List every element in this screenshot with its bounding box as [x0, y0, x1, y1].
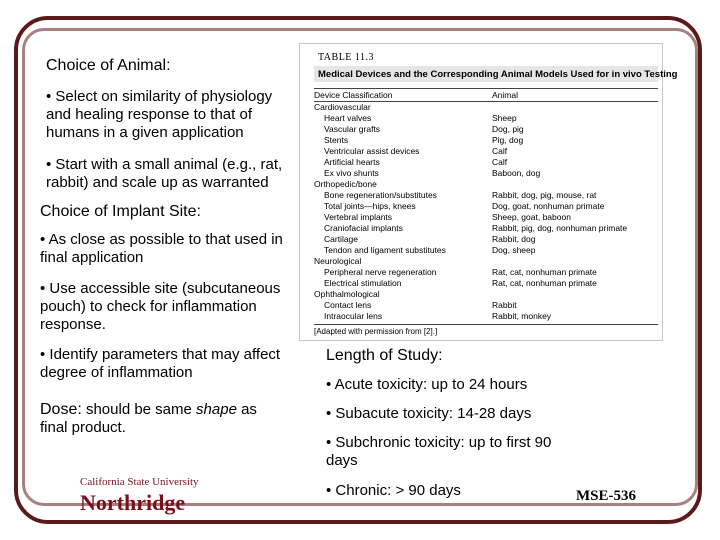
table-row — [314, 267, 658, 278]
table-body — [314, 102, 658, 322]
dose-text-emphasis: shape — [196, 401, 237, 418]
bullet-line: • Use accessible site (subcutaneous — [40, 280, 281, 297]
table-row — [314, 113, 658, 124]
dose-text: as — [236, 401, 257, 418]
table-row — [314, 124, 658, 135]
table-cell-device: Vertebral implants — [324, 212, 393, 222]
table-cell-animal: Sheep — [492, 113, 517, 123]
site-bullet-close — [40, 231, 283, 267]
dose-text: should be same — [81, 401, 197, 418]
table-cell-animal: Rabbit, monkey — [492, 311, 552, 321]
course-code: MSE-536 — [576, 488, 636, 504]
study-line: • Subchronic toxicity: up to first 90 — [326, 434, 552, 451]
bullet-line: rabbit) and scale up as warranted — [46, 174, 269, 191]
table-cell-device: Total joints—hips, knees — [324, 201, 416, 211]
table-cell-animal: Rat, cat, nonhuman primate — [492, 267, 597, 277]
table-row — [314, 245, 658, 256]
table-cell-device: Contact lens — [324, 300, 372, 310]
table-cell-device: Peripheral nerve regeneration — [324, 267, 437, 277]
dose-paragraph — [40, 400, 257, 437]
table-cell-animal: Rabbit, dog — [492, 234, 536, 244]
study-item-subchronic — [326, 434, 551, 470]
study-item-chronic: • Chronic: > 90 days — [326, 482, 461, 499]
study-item-acute: • Acute toxicity: up to 24 hours — [326, 376, 528, 393]
table-row — [314, 135, 658, 146]
table-cell-device: Ventricular assist devices — [324, 146, 420, 156]
bullet-line: • As close as possible to that used in — [40, 231, 283, 248]
bullet-line: • Select on similarity of physiology — [46, 88, 273, 105]
table-row — [314, 102, 658, 113]
table-number: TABLE 11.3 — [318, 52, 375, 63]
bullet-line: humans in a given application — [46, 124, 244, 141]
table-cell-device: Orthopedic/bone — [314, 179, 377, 189]
table-cell-device: Cardiovascular — [314, 102, 371, 112]
animal-bullet-similarity — [46, 88, 272, 142]
column-header-animal: Animal — [492, 90, 518, 100]
choice-of-implant-site-heading: Choice of Implant Site: — [40, 203, 201, 220]
table-cell-animal: Dog, goat, nonhuman primate — [492, 201, 605, 211]
table-row — [314, 179, 658, 190]
table-cell-animal: Sheep, goat, baboon — [492, 212, 571, 222]
choice-of-animal-heading — [46, 56, 171, 75]
bullet-line: response. — [40, 316, 106, 333]
table-cell-animal: Rabbit, pig, dog, nonhuman primate — [492, 223, 628, 233]
table-cell-animal: Rabbit — [492, 300, 517, 310]
table-cell-device: Tendon and ligament substitutes — [324, 245, 446, 255]
bullet-line: pouch) to check for inflammation — [40, 298, 257, 315]
table-row — [314, 212, 658, 223]
site-bullet-parameters — [40, 346, 280, 382]
length-of-study-heading: Length of Study: — [326, 347, 443, 364]
logo-university-text: California State University — [80, 476, 199, 488]
table-row — [314, 311, 658, 322]
table-row — [314, 289, 658, 300]
table-cell-device: Ophthalmological — [314, 289, 380, 299]
logo-campus-text: Northridge — [80, 490, 186, 515]
table-row — [314, 168, 658, 179]
table-header — [314, 88, 658, 102]
table-cell-device: Electrical stimulation — [324, 278, 402, 288]
table-cell-device: Neurological — [314, 256, 362, 266]
table-cell-device: Ex vivo shunts — [324, 168, 379, 178]
table-row — [314, 300, 658, 311]
table-cell-animal: Calf — [492, 146, 508, 156]
site-bullet-accessible — [40, 280, 280, 334]
table-footnote: [Adapted with permission from [2].] — [314, 324, 658, 336]
table-row — [314, 278, 658, 289]
table-caption: Medical Devices and the Corresponding Animal Models Used for in vivo Testing — [318, 69, 678, 80]
animal-models-table — [300, 44, 678, 340]
table-row — [314, 234, 658, 245]
choice-of-animal-label: Choice of Animal — [46, 57, 167, 74]
bullet-line: degree of inflammation — [40, 364, 193, 381]
dose-line: final product. — [40, 419, 126, 436]
bullet-line: and healing response to that of — [46, 106, 252, 123]
table-cell-animal: Pig, dog — [492, 135, 524, 145]
table-row — [314, 157, 658, 168]
animal-bullet-small-animal — [46, 156, 282, 192]
table-cell-animal: Calf — [492, 157, 508, 167]
table-cell-animal: Baboon, dog — [492, 168, 541, 178]
table-cell-device: Vascular grafts — [324, 124, 381, 134]
table-cell-animal: Rabbit, dog, pig, mouse, rat — [492, 190, 597, 200]
choice-of-animal-colon: : — [166, 57, 171, 74]
table-cell-device: Craniofacial implants — [324, 223, 403, 233]
table-cell-device: Cartilage — [324, 234, 359, 244]
table-row — [314, 223, 658, 234]
column-header-device: Device Classification — [314, 90, 393, 100]
table-cell-device: Stents — [324, 135, 349, 145]
table-row — [314, 201, 658, 212]
table-cell-device: Artificial hearts — [324, 157, 380, 167]
table-row — [314, 146, 658, 157]
bullet-line: • Identify parameters that may affect — [40, 346, 281, 363]
table-row — [314, 256, 658, 267]
study-line: days — [326, 452, 358, 469]
dose-label: Dose: — [40, 401, 82, 418]
table-cell-device: Intraocular lens — [324, 311, 383, 321]
table-cell-animal: Dog, pig — [492, 124, 524, 134]
bullet-line: • Start with a small animal (e.g., rat, — [46, 156, 283, 173]
table-cell-device: Bone regeneration/substitutes — [324, 190, 437, 200]
table-cell-animal: Rat, cat, nonhuman primate — [492, 278, 597, 288]
table-cell-device: Heart valves — [324, 113, 372, 123]
study-item-subacute: • Subacute toxicity: 14-28 days — [326, 405, 532, 422]
table-cell-animal: Dog, sheep — [492, 245, 536, 255]
university-logo — [80, 476, 199, 516]
bullet-line: final application — [40, 249, 144, 266]
table-row — [314, 190, 658, 201]
